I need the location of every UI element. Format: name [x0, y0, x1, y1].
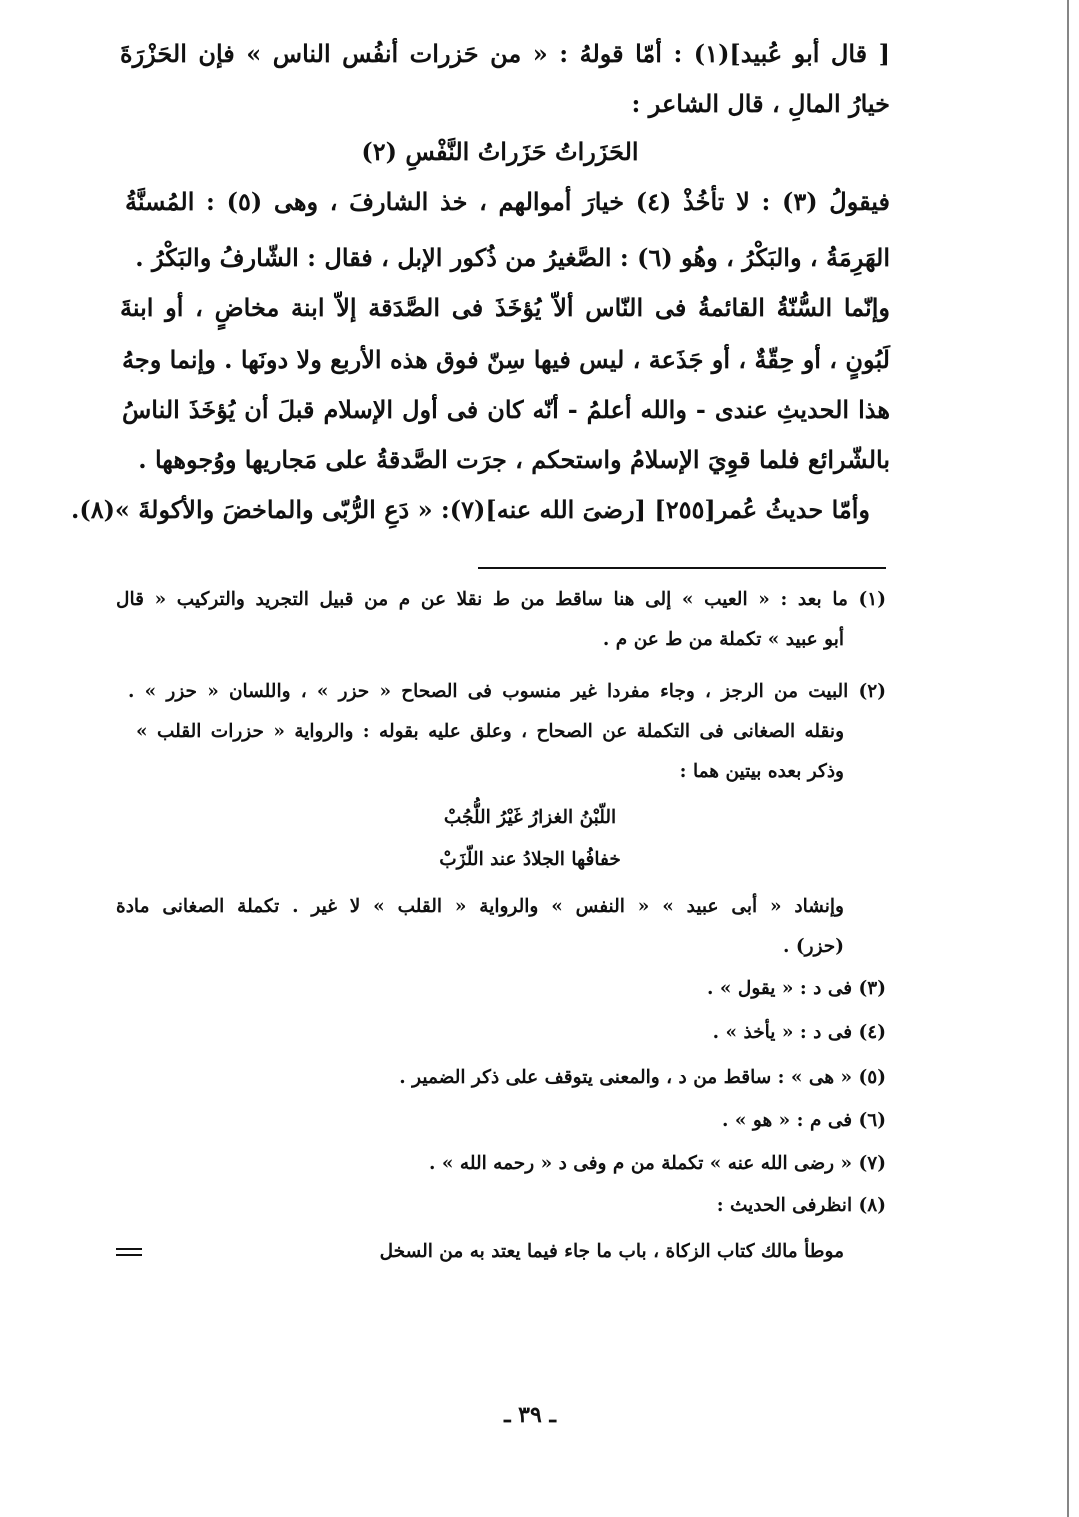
footnote-2-line-4: وإنشاد « أبى عبيد » « النفس » والرواية « القلب » لا غير . تكملة الصغانى مادة [116, 896, 844, 917]
body-line-8: هذا الحديثِ عندى - والله أعلمُ - أنّه كان فى أول الإسلام قبلَ أن يُؤخَذَ الناسُ [122, 395, 890, 424]
page-edge-shadow [1067, 0, 1069, 1517]
body-line-7: لَبُونٍ ، أو حِقّةٌ ، أو جَذَعة ، ليس فيها سِنّ فوق هذه الأربع ولا دونَها . وإنما وجهُ [122, 345, 890, 374]
body-line-1: [ قال أبو عُبيد](١) : أمّا قولهُ : « من حَزرات أنفُس الناس » فإن الحَزْرَةَ [120, 39, 890, 68]
body-line-2: خيارُ المالِ ، قال الشاعر : [631, 89, 890, 118]
footnote-2-line-3: وذكر بعده بيتين هما : [679, 761, 844, 782]
footnote-8-line-1: (٨) انظرفى الحديث : [716, 1195, 886, 1216]
body-line-5: الهَرِمَةُ ، والبَكْرُ ، وهُو (٦) : الصَّغيرُ من ذُكور الإبل ، فقال : الشّارفُ والبَكْرُ . [135, 243, 890, 272]
footnote-1-line-1: (١) ما بعد : « العيب » إلى هنا ساقط من ط نقلا عن م من قبيل التجريد والتركيب « قال [116, 589, 886, 610]
footnote-2-verse-1: اللّبْنُ الغزارُ غَيْرُ اللُّجُبْ [443, 807, 617, 828]
footnote-separator [478, 567, 886, 569]
footnote-8-line-2: موطأ مالك كتاب الزكاة ، باب ما جاء فيما يعتد به من السخل [379, 1241, 844, 1262]
page-number: ـ ٣٩ ـ [504, 1402, 556, 1428]
body-verse: الحَزَراتُ حَزَراتُ النَّفْسِ (٢) [361, 137, 639, 166]
body-line-10: وأمّا حديثُ عُمر[٢٥٥] [رضىَ الله عنه](٧): « دَعِ الرُّبّى والماخضَ والأكولةَ »(٨). [70, 495, 870, 524]
body-line-4: فيقولُ (٣) : لا تأخُذْ (٤) خيارَ أموالهم ، خذ الشارفَ ، وهى (٥) : المُسنَّةُ [125, 187, 890, 216]
body-line-9: بالشّرائع فلما قوِيَ الإسلامُ واستحكم ، جرَت الصَّدقةُ على مَجاريها ووُجوهها . [138, 445, 890, 474]
footnote-5: (٥) « هى » : ساقط من د ، والمعنى يتوقف على ذكر الضمير . [399, 1067, 886, 1088]
footnote-2-verse-2: خفافُها الجلادُ عند اللّزَبْ [439, 849, 621, 870]
footnote-2-line-2: ونقله الصغانى فى التكملة عن الصحاح ، وعلق عليه بقوله : والرواية « حزرات القلب » [136, 721, 844, 742]
footnote-4: (٤) فى د : « يأخذ » . [712, 1022, 886, 1043]
footnote-2-line-5: (حزر) . [783, 936, 844, 957]
footnote-3: (٣) فى د : « يقول » . [707, 978, 886, 999]
continuation-mark [116, 1248, 142, 1260]
footnote-6: (٦) فى م : « هو » . [722, 1110, 886, 1131]
footnote-1-line-2: أبو عبيد » تكملة من ط عن م . [602, 629, 844, 650]
footnote-2-line-1: (٢) البيت من الرجز ، وجاء مفردا غير منسوب فى الصحاح « حزر » ، واللسان « حزر » . [128, 681, 886, 702]
body-line-6: وإنّما السُّنّةُ القائمةُ فى النّاس ألاّ يُؤخَذَ فى الصَّدَقة إلاّ ابنة مخاضٍ ، أو ابنةَ [120, 293, 890, 322]
footnote-7: (٧) « رضى الله عنه » تكملة من م وفى د « رحمه الله » . [429, 1153, 886, 1174]
